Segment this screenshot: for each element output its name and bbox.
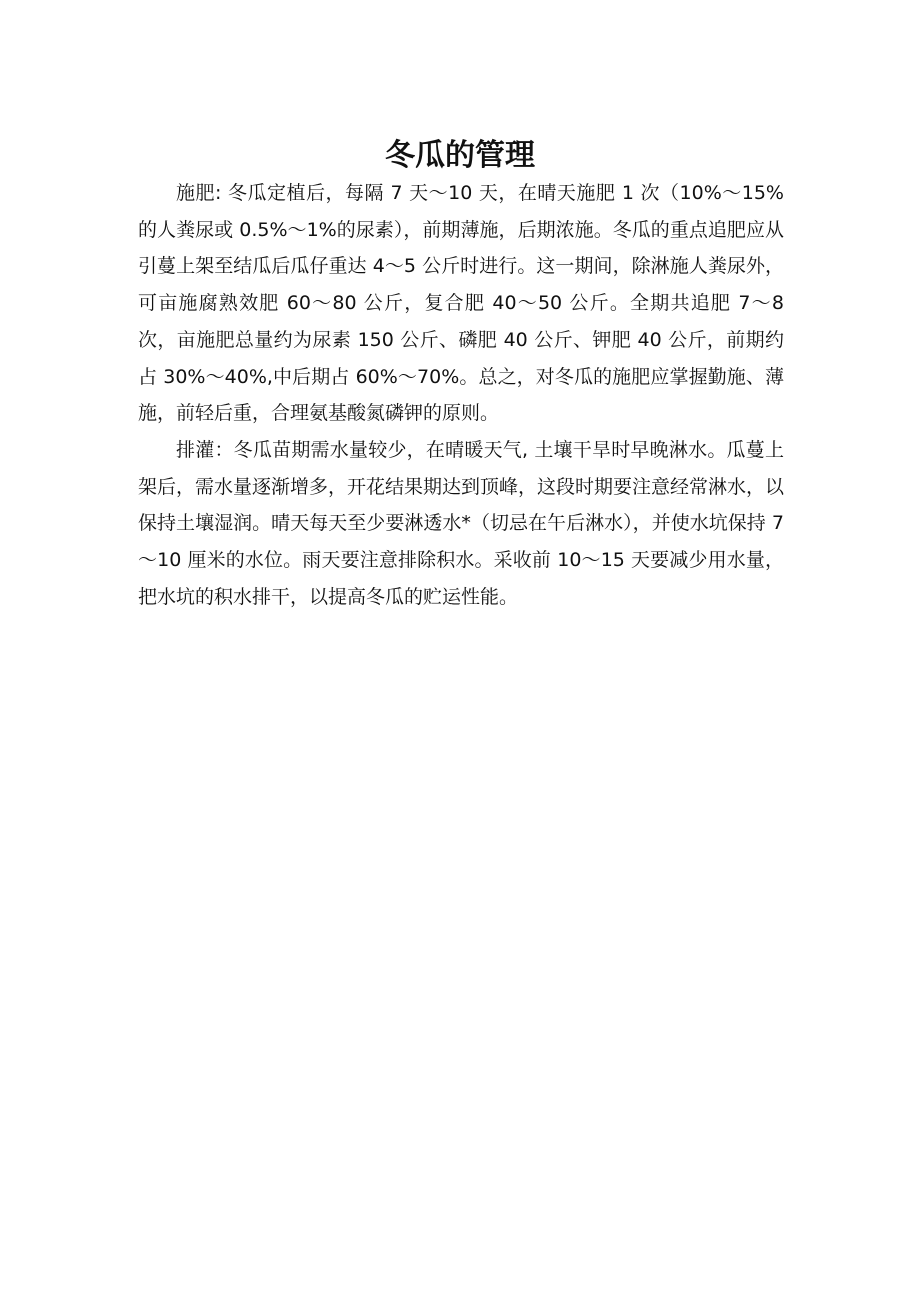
document-body <box>138 175 784 615</box>
paragraph-irrigation: 排灌：冬瓜苗期需水量较少，在晴暖天气, 土壤干旱时早晚淋水。瓜蔓上架后，需水量逐渐增多，开花结果期达到顶峰，这段时期要注意经常淋水，以保持土壤湿润。晴天每天至少要淋透水*（切忌在午后淋水），并使水坑保持 7～10 厘米的水位。雨天要注意排除积水。采收前 10～15 天要减少用水量，把水坑的积水排干，以提高冬瓜的贮运性能。 <box>138 438 785 608</box>
paragraph-fertilizing: 施肥: 冬瓜定植后，每隔 7 天～10 天，在晴天施肥 1 次（10%～15% 的人粪尿或 0.5%～1%的尿素），前期薄施，后期浓施。冬瓜的重点追肥应从引蔓上架至结瓜后瓜仔重达 4～5 公斤时进行。这一期间，除淋施人粪尿外，可亩施腐熟效肥 60～80 公斤，复合肥 40～50 公斤。全期共追肥 7～8 次，亩施肥总量约为尿素 150 公斤、磷肥 40 公斤、钾肥 40 公斤，前期约占 30%～40%,中后期占 60%～70%。总之，对冬瓜的施肥应掌握勤施、薄施，前轻后重，合理氨基酸氮磷钾的原则。 <box>138 182 784 425</box>
document-title: 冬瓜的管理 <box>385 138 535 174</box>
